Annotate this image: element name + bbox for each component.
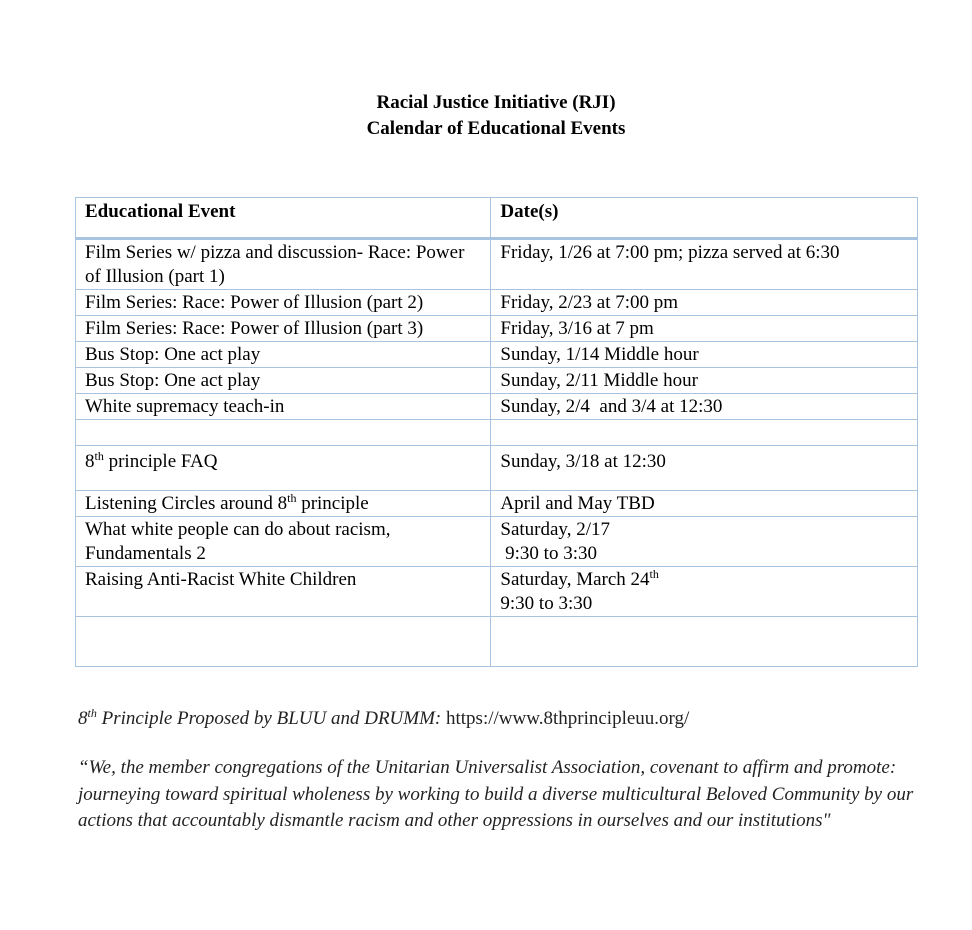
table-row — [76, 517, 918, 567]
event-text: principle — [296, 493, 369, 514]
event-text: Listening Circles around 8 — [85, 493, 288, 514]
date-line — [500, 568, 908, 592]
event-cell: Film Series: Race: Power of Illusion (part 2) — [76, 290, 491, 316]
date-text: Saturday, March 24 — [500, 569, 650, 590]
date-cell — [491, 567, 918, 617]
event-cell — [76, 517, 491, 567]
date-ordinal-suffix: th — [649, 567, 659, 581]
column-header-event: Educational Event — [76, 198, 491, 239]
table-header-row — [76, 198, 918, 239]
event-cell: Film Series: Race: Power of Illusion (part 3) — [76, 316, 491, 342]
date-cell — [491, 420, 918, 446]
footnote-ordinal-number: 8 — [78, 708, 88, 729]
event-cell: Film Series w/ pizza and discussion- Race: Power of Illusion (part 1) — [76, 239, 491, 290]
date-line: 9:30 to 3:30 — [500, 593, 593, 614]
footnote — [78, 706, 938, 732]
table-row — [76, 617, 918, 667]
date-line: Saturday, 2/17 — [500, 519, 610, 540]
event-ordinal-number: 8 — [85, 451, 95, 472]
table-row — [76, 491, 918, 517]
event-line: Fundamentals 2 — [85, 543, 206, 564]
event-cell: White supremacy teach-in — [76, 394, 491, 420]
document-header — [0, 90, 972, 142]
event-ordinal-suffix: th — [94, 449, 104, 463]
principle-quote: “We, the member congregations of the Unitarian Universalist Association, covenant to affirm and promote: journeying toward spiritual wholeness by working to build a diverse multicultural Beloved Community by our actions that accountably dismantle racism and other oppressions in ourselves and our institutions" — [78, 757, 914, 831]
event-cell: Bus Stop: One act play — [76, 368, 491, 394]
date-cell: Sunday, 3/18 at 12:30 — [491, 446, 918, 491]
event-cell — [76, 617, 491, 667]
date-cell — [491, 517, 918, 567]
document-subtitle: Calendar of Educational Events — [366, 118, 626, 139]
date-cell: Sunday, 2/4 and 3/4 at 12:30 — [491, 394, 918, 420]
table-row — [76, 316, 918, 342]
date-cell: Sunday, 1/14 Middle hour — [491, 342, 918, 368]
date-cell: April and May TBD — [491, 491, 918, 517]
table-row — [76, 567, 918, 617]
document-title: Racial Justice Initiative (RJI) — [376, 92, 616, 113]
column-header-dates: Date(s) — [491, 198, 918, 239]
table-row — [76, 290, 918, 316]
table-row — [76, 368, 918, 394]
date-cell: Sunday, 2/11 Middle hour — [491, 368, 918, 394]
date-cell: Friday, 2/23 at 7:00 pm — [491, 290, 918, 316]
footnote-lead: Principle Proposed by BLUU and DRUMM: — [96, 708, 442, 729]
event-ordinal-suffix: th — [287, 491, 297, 505]
date-cell — [491, 617, 918, 667]
event-line: What white people can do about racism, — [85, 519, 391, 540]
table-row — [76, 342, 918, 368]
date-cell: Friday, 3/16 at 7 pm — [491, 316, 918, 342]
date-cell: Friday, 1/26 at 7:00 pm; pizza served at 6:30 — [491, 239, 918, 290]
table-row — [76, 239, 918, 290]
date-line: 9:30 to 3:30 — [500, 543, 597, 564]
event-cell — [76, 446, 491, 491]
events-table — [75, 197, 918, 667]
table-row — [76, 394, 918, 420]
event-cell — [76, 491, 491, 517]
event-cell: Raising Anti-Racist White Children — [76, 567, 491, 617]
footnote-url: https://www.8thprincipleuu.org/ — [441, 708, 690, 729]
event-cell — [76, 420, 491, 446]
table-row — [76, 420, 918, 446]
table-row — [76, 446, 918, 491]
event-cell: Bus Stop: One act play — [76, 342, 491, 368]
footnote-ordinal-suffix: th — [87, 706, 97, 720]
event-text: principle FAQ — [103, 451, 218, 472]
